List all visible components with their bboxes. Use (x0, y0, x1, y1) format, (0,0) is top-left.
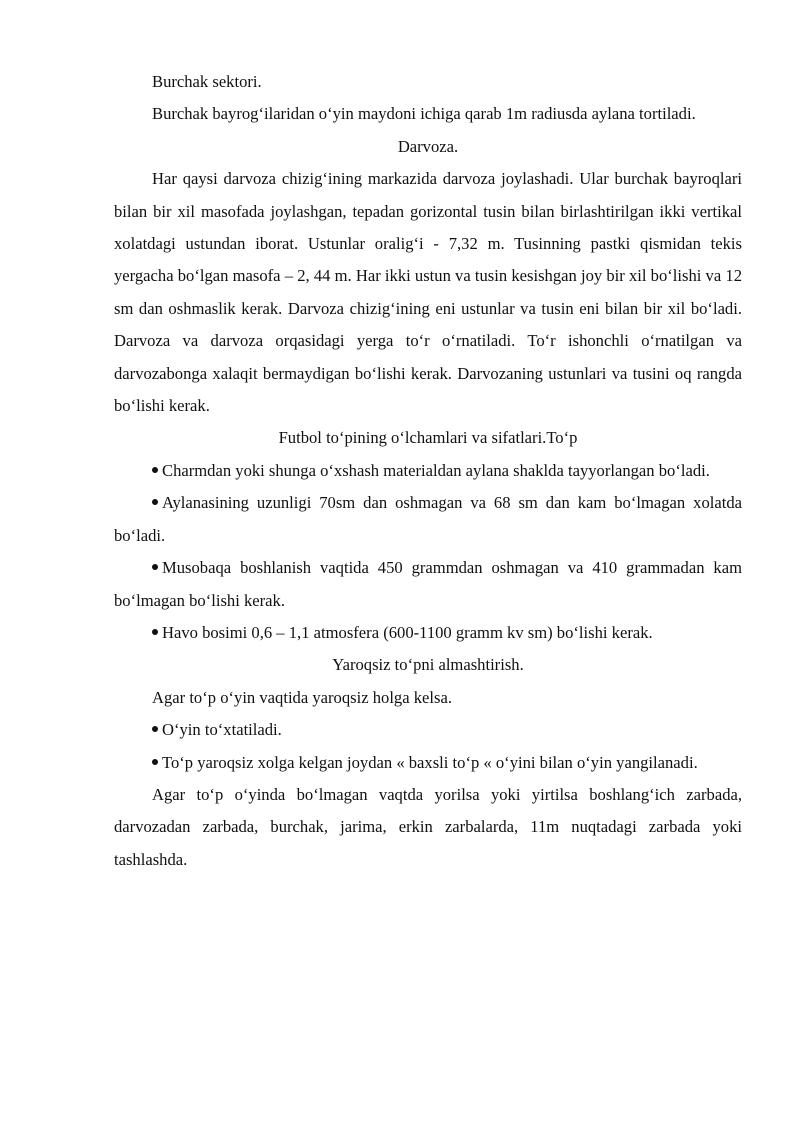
bullet-item-weight (114, 552, 742, 617)
paragraph-corner-arc: Burchak bayrog‘ilaridan o‘yin maydoni ichiga qarab 1m radiusda aylana tortiladi. (152, 104, 696, 124)
bullet-dot-icon (152, 499, 158, 505)
heading-goal: Darvoza. (397, 136, 459, 156)
bullet-text: Charmdan yoki shunga o‘xshash materialdan aylana shaklda tayyorlangan bo‘ladi. (162, 460, 710, 480)
heading-ball-replacement: Yaroqsiz to‘pni almashtirish. (332, 655, 524, 675)
heading-ball-dimensions: Futbol to‘pining o‘lchamlari va sifatlari.To‘p (278, 428, 578, 448)
bullet-dot-icon (152, 726, 158, 732)
bullet-text: Havo bosimi 0,6 – 1,1 atmosfera (600-1100 gramm kv sm) bo‘lishi kerak. (162, 622, 653, 642)
bullet-item-circumference (114, 487, 742, 552)
bullet-text: Musobaqa boshlanish vaqtida 450 grammdan oshmagan va 410 grammadan kam bo‘lmagan bo‘lishi kerak. (114, 558, 742, 610)
bullet-item-stop (114, 714, 742, 746)
bullet-dot-icon (152, 629, 158, 635)
bullet-dot-icon (152, 564, 158, 570)
paragraph-ball-burst: Agar to‘p o‘yinda bo‘lmagan vaqtda yorilsa yoki yirtilsa boshlang‘ich zarbada, darvozadan zarbada, burchak, jarima, erkin zarbalarda, 11m nuqtadagi zarbada yoki tashlashda. (114, 784, 742, 869)
bullet-item-restart (114, 747, 742, 779)
bullet-dot-icon (152, 467, 158, 473)
bullet-text: O‘yin to‘xtatiladi. (162, 720, 282, 740)
bullet-item-material (114, 455, 742, 487)
document-page (114, 66, 742, 876)
bullet-dot-icon (152, 759, 158, 765)
bullet-text: To‘p yaroqsiz xolga kelgan joydan « baxsli to‘p « o‘yini bilan o‘yin yangilanadi. (162, 752, 698, 772)
bullet-text: Aylanasining uzunligi 70sm dan oshmagan va 68 sm dan kam bo‘lmagan xolatda bo‘ladi. (114, 493, 742, 545)
bullet-item-pressure (114, 617, 742, 649)
paragraph-goal-description: Har qaysi darvoza chizig‘ining markazida darvoza joylashadi. Ular burchak bayroqlari bilan bir xil masofada joylashgan, tepadan gorizontal tusin bilan birlashtirilgan ikki vertikal xolatdagi ustundan iborat. Ustunlar oralig‘i - 7,32 m. Tusinning pastki qismidan tekis yergacha bo‘lgan masofa – 2, 44 m. Har ikki ustun va tusin kesishgan joy bir xil bo‘lishi va 12 sm dan oshmaslik kerak. Darvoza chizig‘ining eni ustunlar va tusin eni bilan bir xil bo‘ladi. Darvoza va darvoza orqasidagi yerga to‘r o‘rnatiladi. To‘r ishonchli o‘rnatilgan va darvozabonga xalaqit bermaydigan bo‘lishi kerak. Darvozaning ustunlari va tusini oq rangda bo‘lishi kerak. (114, 169, 742, 416)
paragraph-corner-sector: Burchak sektori. (152, 72, 262, 91)
paragraph-ball-defective: Agar to‘p o‘yin vaqtida yaroqsiz holga kelsa. (152, 687, 452, 707)
